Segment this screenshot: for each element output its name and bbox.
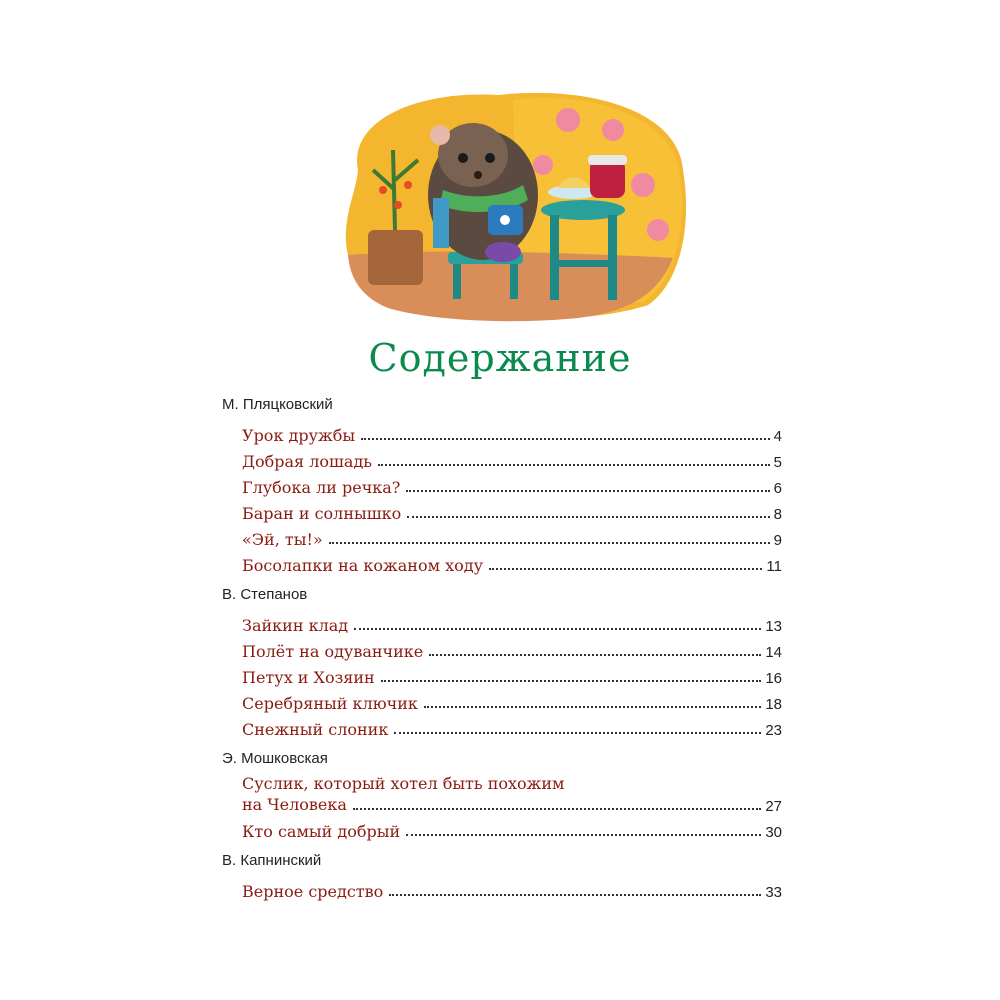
entry-title: Баран и солнышко bbox=[242, 504, 402, 523]
toc-section bbox=[222, 585, 782, 739]
entry-title: Зайкин клад bbox=[242, 616, 349, 635]
dot-leader bbox=[407, 515, 769, 518]
entry-title: Кто самый добрый bbox=[242, 822, 401, 841]
dot-leader bbox=[354, 627, 761, 630]
toc-entry[interactable] bbox=[242, 419, 782, 445]
toc-entry[interactable] bbox=[242, 523, 782, 549]
entry-title: Серебряный ключик bbox=[242, 694, 418, 713]
page-number: 33 bbox=[765, 884, 782, 901]
entry-title: Добрая лошадь bbox=[242, 452, 373, 471]
dot-leader bbox=[329, 541, 770, 544]
entry-title-line2: на Человека bbox=[242, 795, 347, 814]
page-number: 5 bbox=[773, 454, 782, 471]
toc-section bbox=[222, 395, 782, 575]
toc-entry[interactable] bbox=[242, 661, 782, 687]
page-number: 23 bbox=[765, 722, 782, 739]
entry-title: Глубока ли речка? bbox=[242, 478, 401, 497]
page-number: 13 bbox=[765, 618, 782, 635]
page-number: 4 bbox=[773, 428, 782, 445]
toc-entry[interactable] bbox=[242, 687, 782, 713]
entry-title: Верное средство bbox=[242, 882, 384, 901]
toc-entry[interactable] bbox=[242, 635, 782, 661]
dot-leader bbox=[389, 893, 761, 896]
page-number: 9 bbox=[773, 532, 782, 549]
toc-entry[interactable] bbox=[242, 609, 782, 635]
dot-leader bbox=[429, 653, 761, 656]
page-number: 16 bbox=[765, 670, 782, 687]
page-number: 11 bbox=[766, 558, 782, 575]
dot-leader bbox=[489, 567, 762, 570]
toc-entry[interactable] bbox=[242, 497, 782, 523]
page-number: 14 bbox=[765, 644, 782, 661]
entry-title: Петух и Хозяин bbox=[242, 668, 375, 687]
entry-title: «Эй, ты!» bbox=[242, 530, 323, 549]
entry-title: Полёт на одуванчике bbox=[242, 642, 424, 661]
toc-entry[interactable] bbox=[242, 445, 782, 471]
table-of-contents bbox=[222, 395, 782, 911]
entry-title: Снежный слоник bbox=[242, 720, 389, 739]
entry-title: Урок дружбы bbox=[242, 426, 356, 445]
page-number: 27 bbox=[765, 798, 782, 815]
dot-leader bbox=[378, 463, 770, 466]
dot-leader bbox=[406, 833, 761, 836]
page-number: 8 bbox=[773, 506, 782, 523]
toc-entry[interactable] bbox=[242, 875, 782, 901]
dot-leader bbox=[361, 437, 770, 440]
toc-entry[interactable] bbox=[242, 815, 782, 841]
page-number: 30 bbox=[765, 824, 782, 841]
entry-title: Босолапки на кожаном ходу bbox=[242, 556, 484, 575]
dot-leader bbox=[406, 489, 769, 492]
toc-section bbox=[222, 749, 782, 841]
dot-leader bbox=[381, 679, 762, 682]
author-name: В. Степанов bbox=[222, 586, 308, 603]
author-name: В. Капнинский bbox=[222, 852, 322, 869]
author-name: М. Пляцковский bbox=[222, 396, 333, 413]
page-number: 6 bbox=[773, 480, 782, 497]
dot-leader bbox=[394, 731, 761, 734]
entry-title-line1: Суслик, который хотел быть похожим bbox=[242, 774, 565, 793]
toc-entry[interactable] bbox=[242, 773, 782, 815]
toc-entry[interactable] bbox=[242, 471, 782, 497]
page-number: 18 bbox=[765, 696, 782, 713]
toc-entry[interactable] bbox=[242, 713, 782, 739]
dot-leader bbox=[353, 807, 761, 810]
page-title: Содержание bbox=[368, 336, 632, 380]
toc-entry[interactable] bbox=[242, 549, 782, 575]
author-name: Э. Мошковская bbox=[222, 750, 328, 767]
hedgehog-illustration bbox=[328, 80, 694, 340]
toc-section bbox=[222, 851, 782, 901]
dot-leader bbox=[424, 705, 761, 708]
